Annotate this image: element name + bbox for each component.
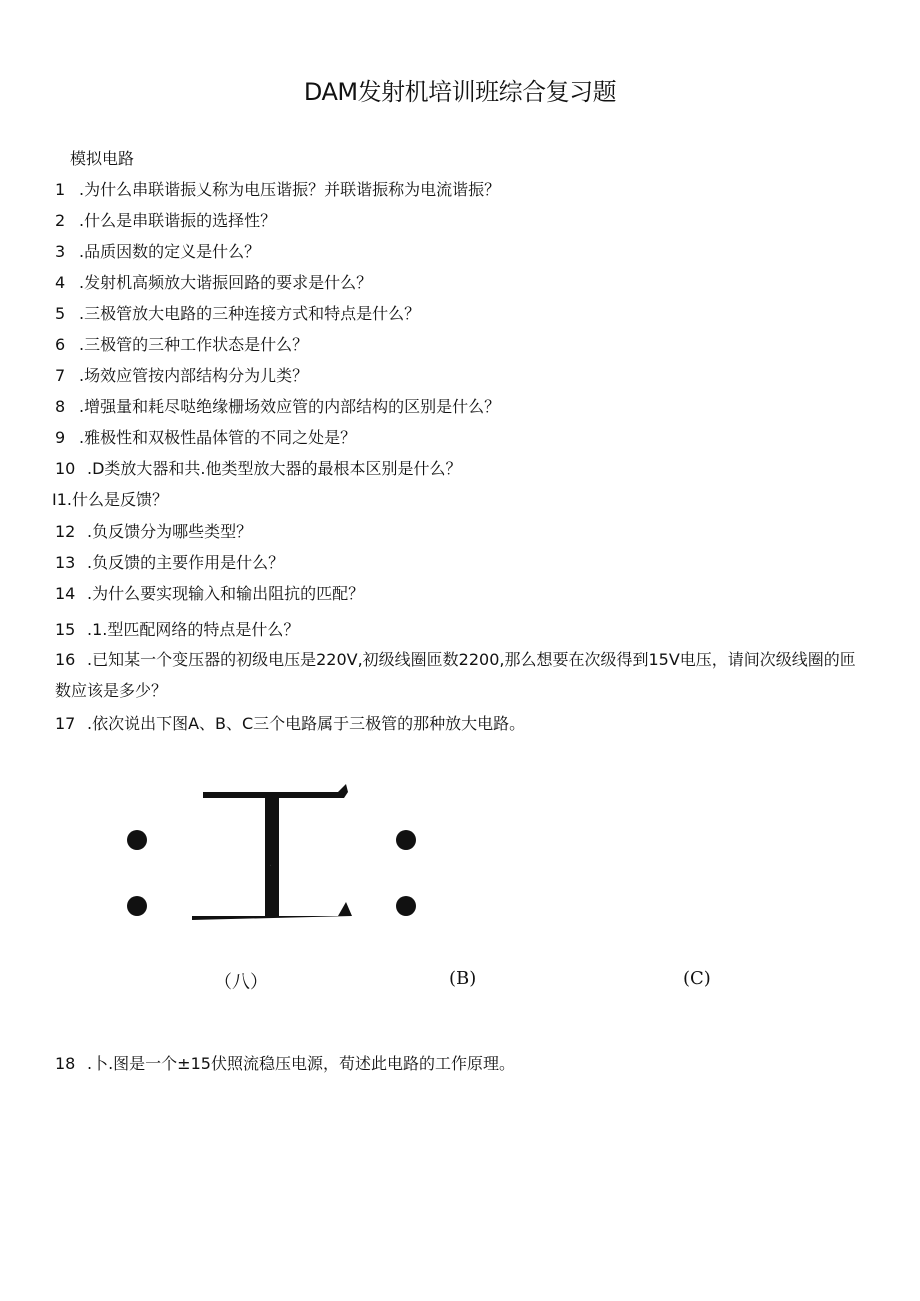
- question-item: [55, 301, 420, 324]
- question-number: 1: [55, 180, 66, 199]
- question-text: .D类放大器和共.他类型放大器的最根本区别是什么？: [87, 459, 462, 478]
- question-item: [55, 617, 299, 640]
- question-number: 10: [55, 459, 76, 478]
- question-text: .卜.图是一个±15伏照流稳压电源，荀述此电路的工作原理。: [87, 1054, 515, 1073]
- question-item: [55, 711, 525, 734]
- question-text: .发射机高频放大谐振回路的要求是什么？: [79, 273, 373, 292]
- question-item: [52, 487, 168, 510]
- question-number: 12: [55, 522, 76, 541]
- question-number: 3: [55, 242, 66, 261]
- question-number: 18: [55, 1054, 76, 1073]
- question-item: [55, 581, 364, 604]
- question-item: [55, 456, 462, 479]
- question-item: [55, 394, 500, 417]
- question-text: .依次说出下图A、B、C三个电路属于三极管的那种放大电路。: [87, 714, 526, 733]
- glyph-vertical-stroke: [265, 798, 279, 916]
- question-number: 8: [55, 397, 66, 416]
- question-item: [55, 363, 308, 386]
- section-heading: 模拟电路: [70, 149, 135, 168]
- question-text: .增强量和耗尽哒绝缘栅场效应管的内部结构的区别是什么？: [79, 397, 501, 416]
- page-title: DAM发射机培训班综合复习题: [303, 78, 617, 106]
- question-item: [55, 270, 372, 293]
- question-text: .为什么要实现输入和输出阻抗的匹配？: [87, 584, 365, 603]
- question-item: [55, 1051, 515, 1074]
- question-text: .什么是串联谐振的选择性？: [79, 211, 277, 230]
- question-text: .1.型匹配网络的特点是什么？: [87, 620, 300, 639]
- question-number: 13: [55, 553, 76, 572]
- question-number: 9: [55, 428, 66, 447]
- question-number: 5: [55, 304, 66, 323]
- terminal-dot: [127, 896, 147, 916]
- question-text: .雅极性和双极性晶体管的不同之处是？: [79, 428, 357, 447]
- question-item: [55, 644, 865, 706]
- terminal-dot: [396, 896, 416, 916]
- question-number: 6: [55, 335, 66, 354]
- question-item: [55, 239, 260, 262]
- question-number: 4: [55, 273, 66, 292]
- question-text: .什么是反馈？: [66, 490, 168, 509]
- terminal-dot: [127, 830, 147, 850]
- question-item: [55, 208, 276, 231]
- figure-label-b: (B): [449, 968, 477, 989]
- question-number: 2: [55, 211, 66, 230]
- question-text: .为什么串联谐振乂称为电压谐振？并联谐振称为电流谐振？: [79, 180, 501, 199]
- question-item: [55, 425, 356, 448]
- question-text: .三极管的三种工作状态是什么？: [79, 335, 309, 354]
- question-number: I1: [52, 490, 67, 509]
- question-text: .负反馈的主要作用是什么？: [87, 553, 285, 572]
- question-text: .负反馈分为哪些类型？: [87, 522, 253, 541]
- terminal-dot: [396, 830, 416, 850]
- figure-label-a: （八）: [214, 972, 268, 993]
- question-item: [55, 177, 500, 200]
- question-item: [55, 550, 284, 573]
- glyph-top-stroke: [203, 784, 348, 798]
- question-item: [55, 519, 252, 542]
- question-text: .品质因数的定义是什么？: [79, 242, 261, 261]
- circuit-graphic: [100, 770, 820, 970]
- figure-glyph: 工: [270, 866, 271, 867]
- question-number: 7: [55, 366, 66, 385]
- question-number: 16: [55, 650, 76, 669]
- question-item: [55, 332, 308, 355]
- question-text: .三极管放大电路的三种连接方式和特点是什么？: [79, 304, 421, 323]
- question-text: .已知某一个变压器的初级电压是220V,初级线圈匝数2200,那么想要在次级得到15V电压，请间次级线圈的匝数应该是多少？: [55, 650, 856, 700]
- question-number: 14: [55, 584, 76, 603]
- question-text: .场效应管按内部结构分为儿类？: [79, 366, 309, 385]
- circuit-figure: [100, 770, 820, 970]
- question-number: 15: [55, 620, 76, 639]
- figure-label-c: (C): [683, 968, 711, 989]
- question-number: 17: [55, 714, 76, 733]
